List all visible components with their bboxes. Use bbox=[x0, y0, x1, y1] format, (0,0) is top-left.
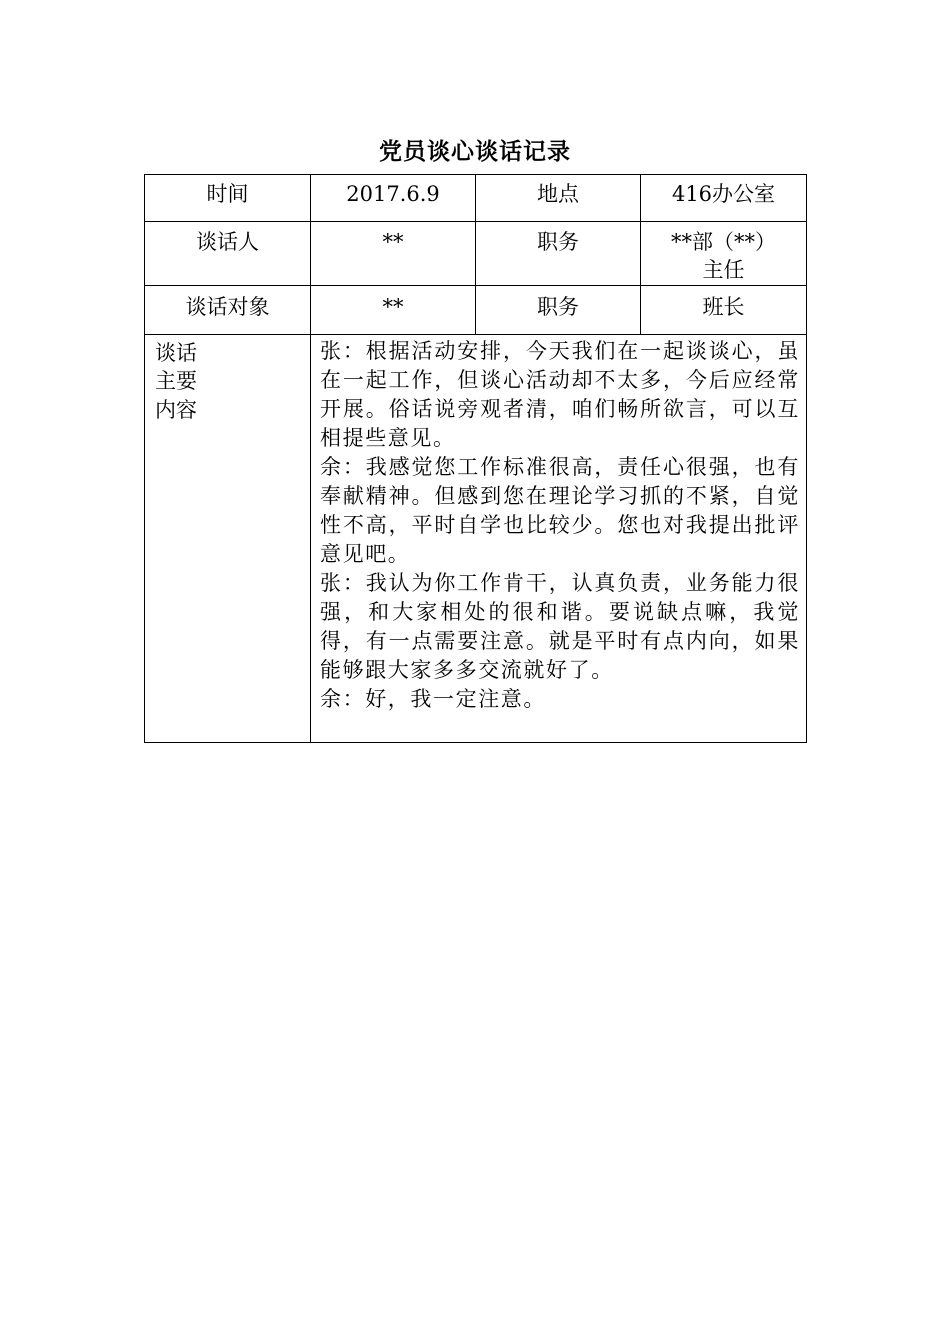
speaker-position-line2: 主任 bbox=[702, 258, 745, 282]
target-label: 谈话对象 bbox=[145, 286, 311, 335]
conversation-paragraph: 余：好，我一定注意。 bbox=[320, 687, 546, 711]
content-label-line: 谈话 bbox=[155, 341, 197, 365]
record-table bbox=[144, 174, 807, 743]
table-row bbox=[145, 286, 807, 335]
conversation-paragraph: 张：根据活动安排，今天我们在一起谈谈心，虽在一起工作，但谈心活动却不太多，今后应经常开展。俗话说旁观者清，咱们畅所欲言，可以互相提些意见。 bbox=[320, 339, 800, 450]
table-row bbox=[145, 222, 807, 286]
table-row bbox=[145, 175, 807, 222]
content-label bbox=[145, 335, 310, 424]
target-position-value: 班长 bbox=[641, 286, 807, 335]
speaker-position-line1: **部（**） bbox=[671, 230, 776, 254]
place-value: 416办公室 bbox=[641, 175, 807, 222]
conversation-paragraph: 张：我认为你工作肯干，认真负责，业务能力很强，和大家相处的很和谐。要说缺点嘛，我觉得，有一点需要注意。就是平时有点内向，如果能够跟大家多多交流就好了。 bbox=[320, 571, 800, 682]
target-position-label: 职务 bbox=[476, 286, 641, 335]
content-label-cell bbox=[145, 335, 311, 743]
content-label-line: 内容 bbox=[155, 397, 197, 422]
content-cell bbox=[311, 335, 807, 743]
place-label: 地点 bbox=[476, 175, 641, 222]
speaker-position-value bbox=[641, 222, 807, 286]
target-value: ** bbox=[311, 286, 476, 335]
content-label-line: 主要 bbox=[155, 369, 197, 394]
document-title: 党员谈心谈话记录 bbox=[379, 139, 571, 165]
time-value: 2017.6.9 bbox=[311, 175, 476, 222]
speaker-position-label: 职务 bbox=[476, 222, 641, 286]
conversation-content bbox=[311, 335, 806, 714]
time-label: 时间 bbox=[145, 175, 311, 222]
conversation-paragraph: 余：我感觉您工作标准很高，责任心很强，也有奉献精神。但感到您在理论学习抓的不紧，自觉性不高，平时自学也比较少。您也对我提出批评意见吧。 bbox=[320, 455, 800, 566]
speaker-label: 谈话人 bbox=[145, 222, 311, 286]
table-row bbox=[145, 335, 807, 743]
speaker-value: ** bbox=[311, 222, 476, 286]
